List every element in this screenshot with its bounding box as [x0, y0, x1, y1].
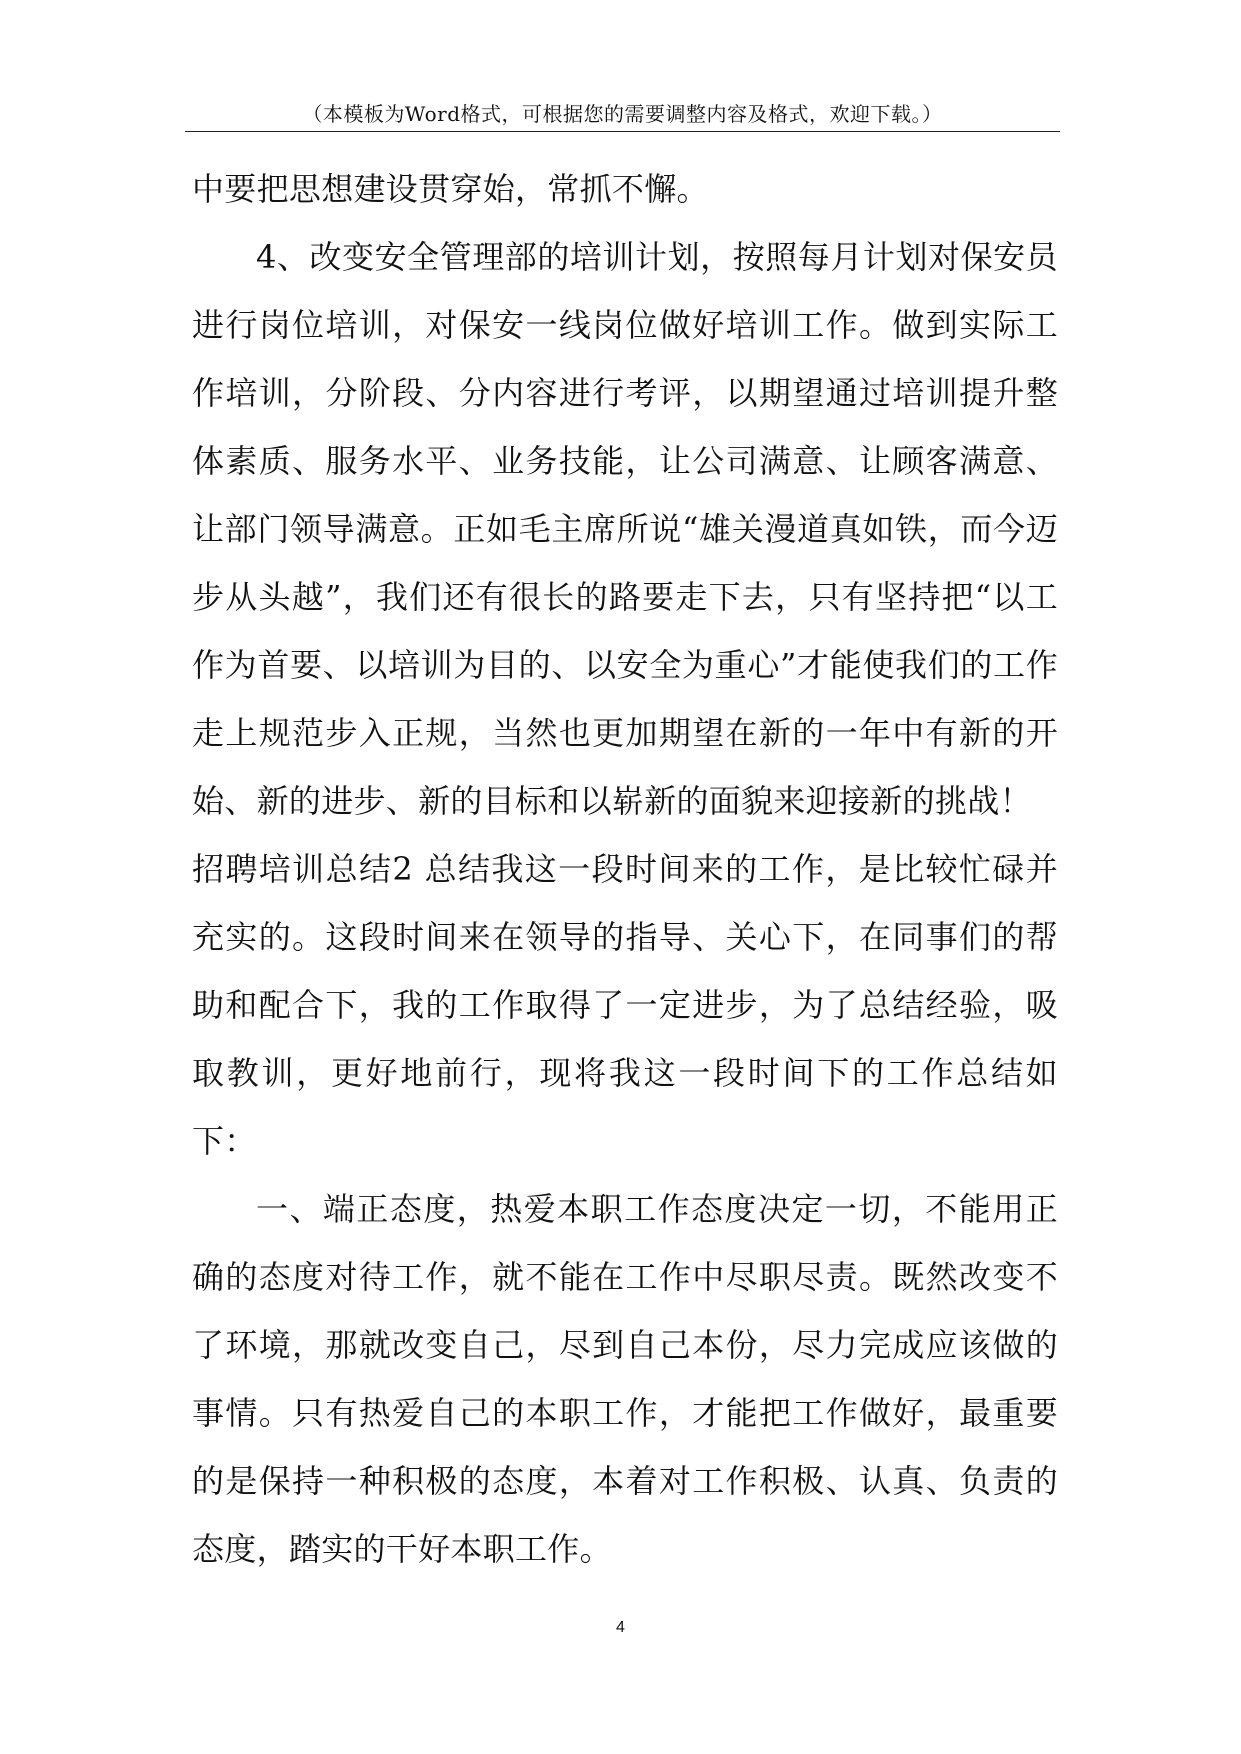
paragraph-attitude: 一、端正态度，热爱本职工作态度决定一切，不能用正确的态度对待工作，就不能在工作中尽职尽责。既然改变不了环境，那就改变自己，尽到自己本份，尽力完成应该做的事情。只有热爱自己的本职工作，才能把工作做好，最重要的是保持一种积极的态度，本着对工作积极、认真、负责的态度，踏实的干好本职工作。 — [192, 1190, 1058, 1568]
section-title: 招聘培训总结2 — [192, 850, 414, 888]
header-divider — [185, 131, 1060, 132]
summary-intro-text: 总结我这一段时间来的工作，是比较忙碌并充实的。这段时间来在领导的指导、关心下，在同事们的帮助和配合下，我的工作取得了一定进步，为了总结经验，吸取教训，更好地前行，现将我这一段时间下的工作总结如下： — [192, 850, 1058, 1160]
paragraph-training-plan: 4、改变安全管理部的培训计划，按照每月计划对保安员进行岗位培训，对保安一线岗位做好培训工作。做到实际工作培训，分阶段、分内容进行考评，以期望通过培训提升整体素质、服务水平、业务技能，让公司满意、让顾客满意、让部门领导满意。正如毛主席所说“雄关漫道真如铁，而今迈步从头越”，我们还有很长的路要走下去，只有坚持把“以工作为首要、以培训为目的、以安全为重心”才能使我们的工作走上规范步入正规，当然也更加期望在新的一年中有新的开始、新的进步、新的目标和以崭新的面貌来迎接新的挑战！ — [192, 238, 1058, 820]
section-spacer — [413, 850, 425, 888]
template-header-note: （本模板为Word格式，可根据您的需要调整内容及格式，欢迎下载。） — [302, 102, 943, 126]
paragraph-summary-intro — [192, 835, 1058, 1175]
paragraph-continuation: 中要把思想建设贯穿始，常抓不懈。 — [192, 170, 709, 208]
document-body — [192, 155, 1058, 1583]
page-number: 4 — [616, 1619, 625, 1636]
